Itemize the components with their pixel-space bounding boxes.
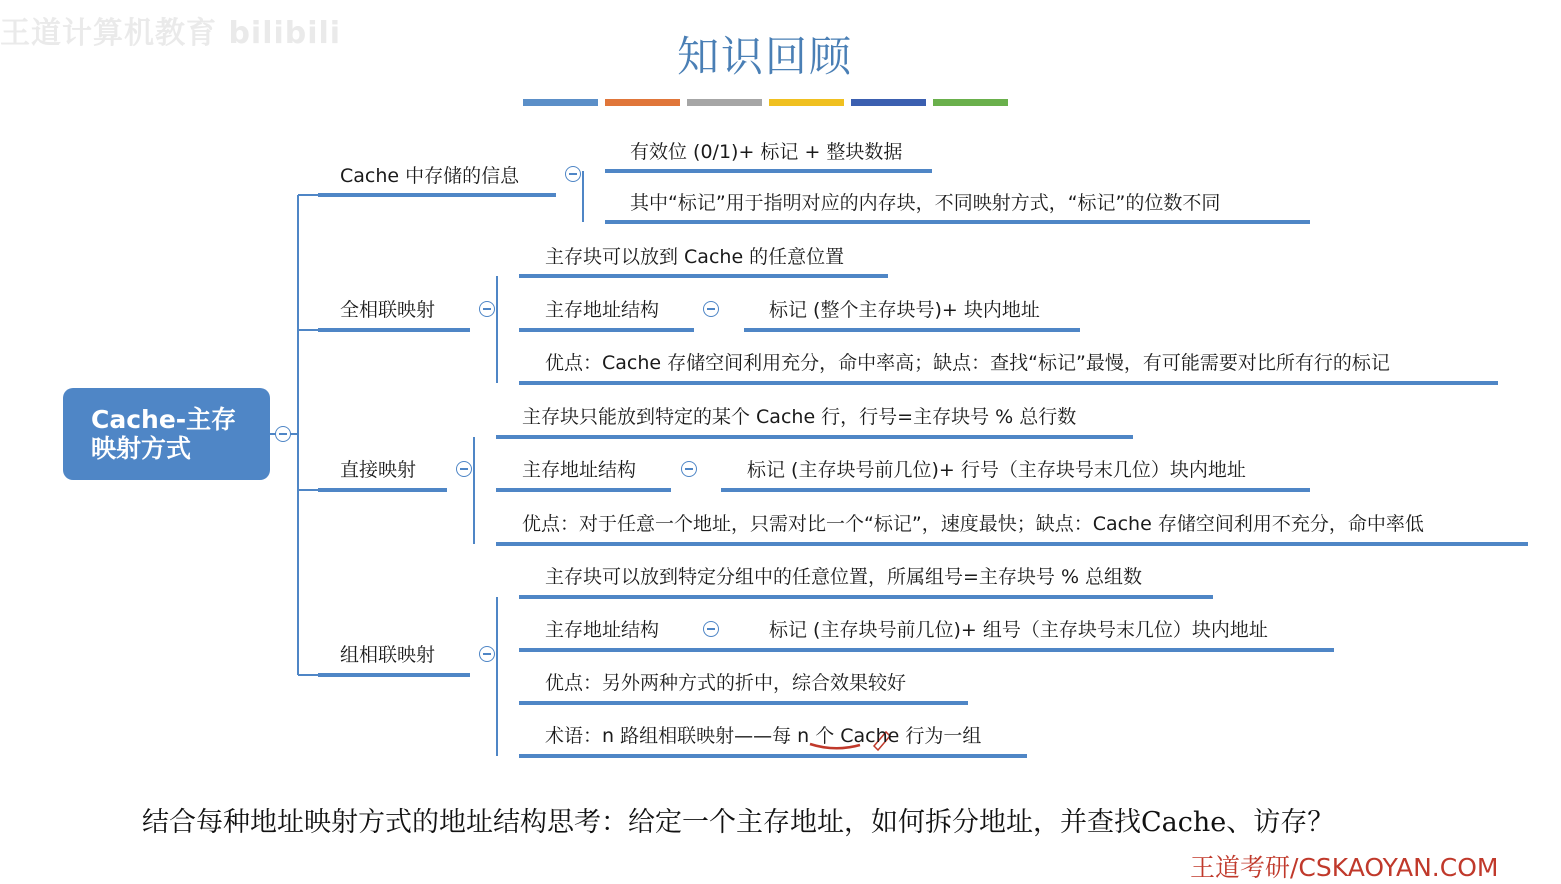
set-item-2[interactable]: 主存地址结构 (545, 619, 660, 641)
collapse-root-icon[interactable] (275, 426, 291, 442)
set-addr-structure[interactable]: 标记 (主存块号前几位)+ 组号（主存块号末几位）块内地址 (769, 619, 1268, 641)
collapse-set-associative-icon[interactable] (479, 646, 495, 662)
full-addr-structure[interactable]: 标记 (整个主存块号)+ 块内地址 (769, 299, 1040, 321)
set-item-3[interactable]: 优点：另外两种方式的折中，综合效果较好 (545, 672, 907, 694)
root-label-line2: 映射方式 (91, 434, 192, 463)
brand-footer: 王道考研/CSKAOYAN.COM (1190, 853, 1499, 882)
full-item-3[interactable]: 优点：Cache 存储空间利用充分，命中率高；缺点：查找“标记”最慢，有可能需要对比所有行的标记 (545, 352, 1390, 374)
branch-fully-associative[interactable]: 全相联映射 (340, 299, 436, 321)
root-node[interactable] (63, 388, 270, 480)
set-item-1[interactable]: 主存块可以放到特定分组中的任意位置，所属组号=主存块号 % 总组数 (545, 566, 1143, 588)
collapse-direct-mapped-icon[interactable] (456, 461, 472, 477)
page-title: 知识回顾 (676, 32, 853, 81)
collapse-fully-associative-icon[interactable] (479, 301, 495, 317)
branch-set-associative[interactable]: 组相联映射 (340, 644, 436, 666)
direct-item-2[interactable]: 主存地址结构 (522, 459, 637, 481)
collapse-direct-addr-icon[interactable] (681, 461, 697, 477)
root-label-line1: Cache-主存 (91, 405, 237, 434)
direct-item-3[interactable]: 优点：对于任意一个地址，只需对比一个“标记”，速度最快；缺点：Cache 存储空间利用不充分，命中率低 (522, 513, 1424, 535)
watermark: 王道计算机教育 bilibili (0, 16, 342, 51)
direct-addr-structure[interactable]: 标记 (主存块号前几位)+ 行号（主存块号末几位）块内地址 (747, 459, 1246, 481)
branch-direct-mapped[interactable]: 直接映射 (340, 459, 417, 481)
direct-item-1[interactable]: 主存块只能放到特定的某个 Cache 行，行号=主存块号 % 总行数 (522, 406, 1077, 428)
full-item-1[interactable]: 主存块可以放到 Cache 的任意位置 (545, 246, 845, 268)
bottom-question: 结合每种地址映射方式的地址结构思考：给定一个主存地址，如何拆分地址，并查找Cache、访存？ (142, 807, 1335, 838)
info-item-2[interactable]: 其中“标记”用于指明对应的内存块，不同映射方式，“标记”的位数不同 (630, 192, 1221, 214)
collapse-full-addr-icon[interactable] (703, 301, 719, 317)
collapse-cache-info-icon[interactable] (565, 166, 581, 182)
set-item-4[interactable]: 术语：n 路组相联映射——每 n 个 Cache 行为一组 (545, 725, 982, 747)
info-item-1[interactable]: 有效位 (0/1)+ 标记 + 整块数据 (630, 141, 903, 163)
branch-cache-info[interactable]: Cache 中存储的信息 (340, 165, 520, 187)
full-item-2[interactable]: 主存地址结构 (545, 299, 660, 321)
collapse-set-addr-icon[interactable] (703, 621, 719, 637)
